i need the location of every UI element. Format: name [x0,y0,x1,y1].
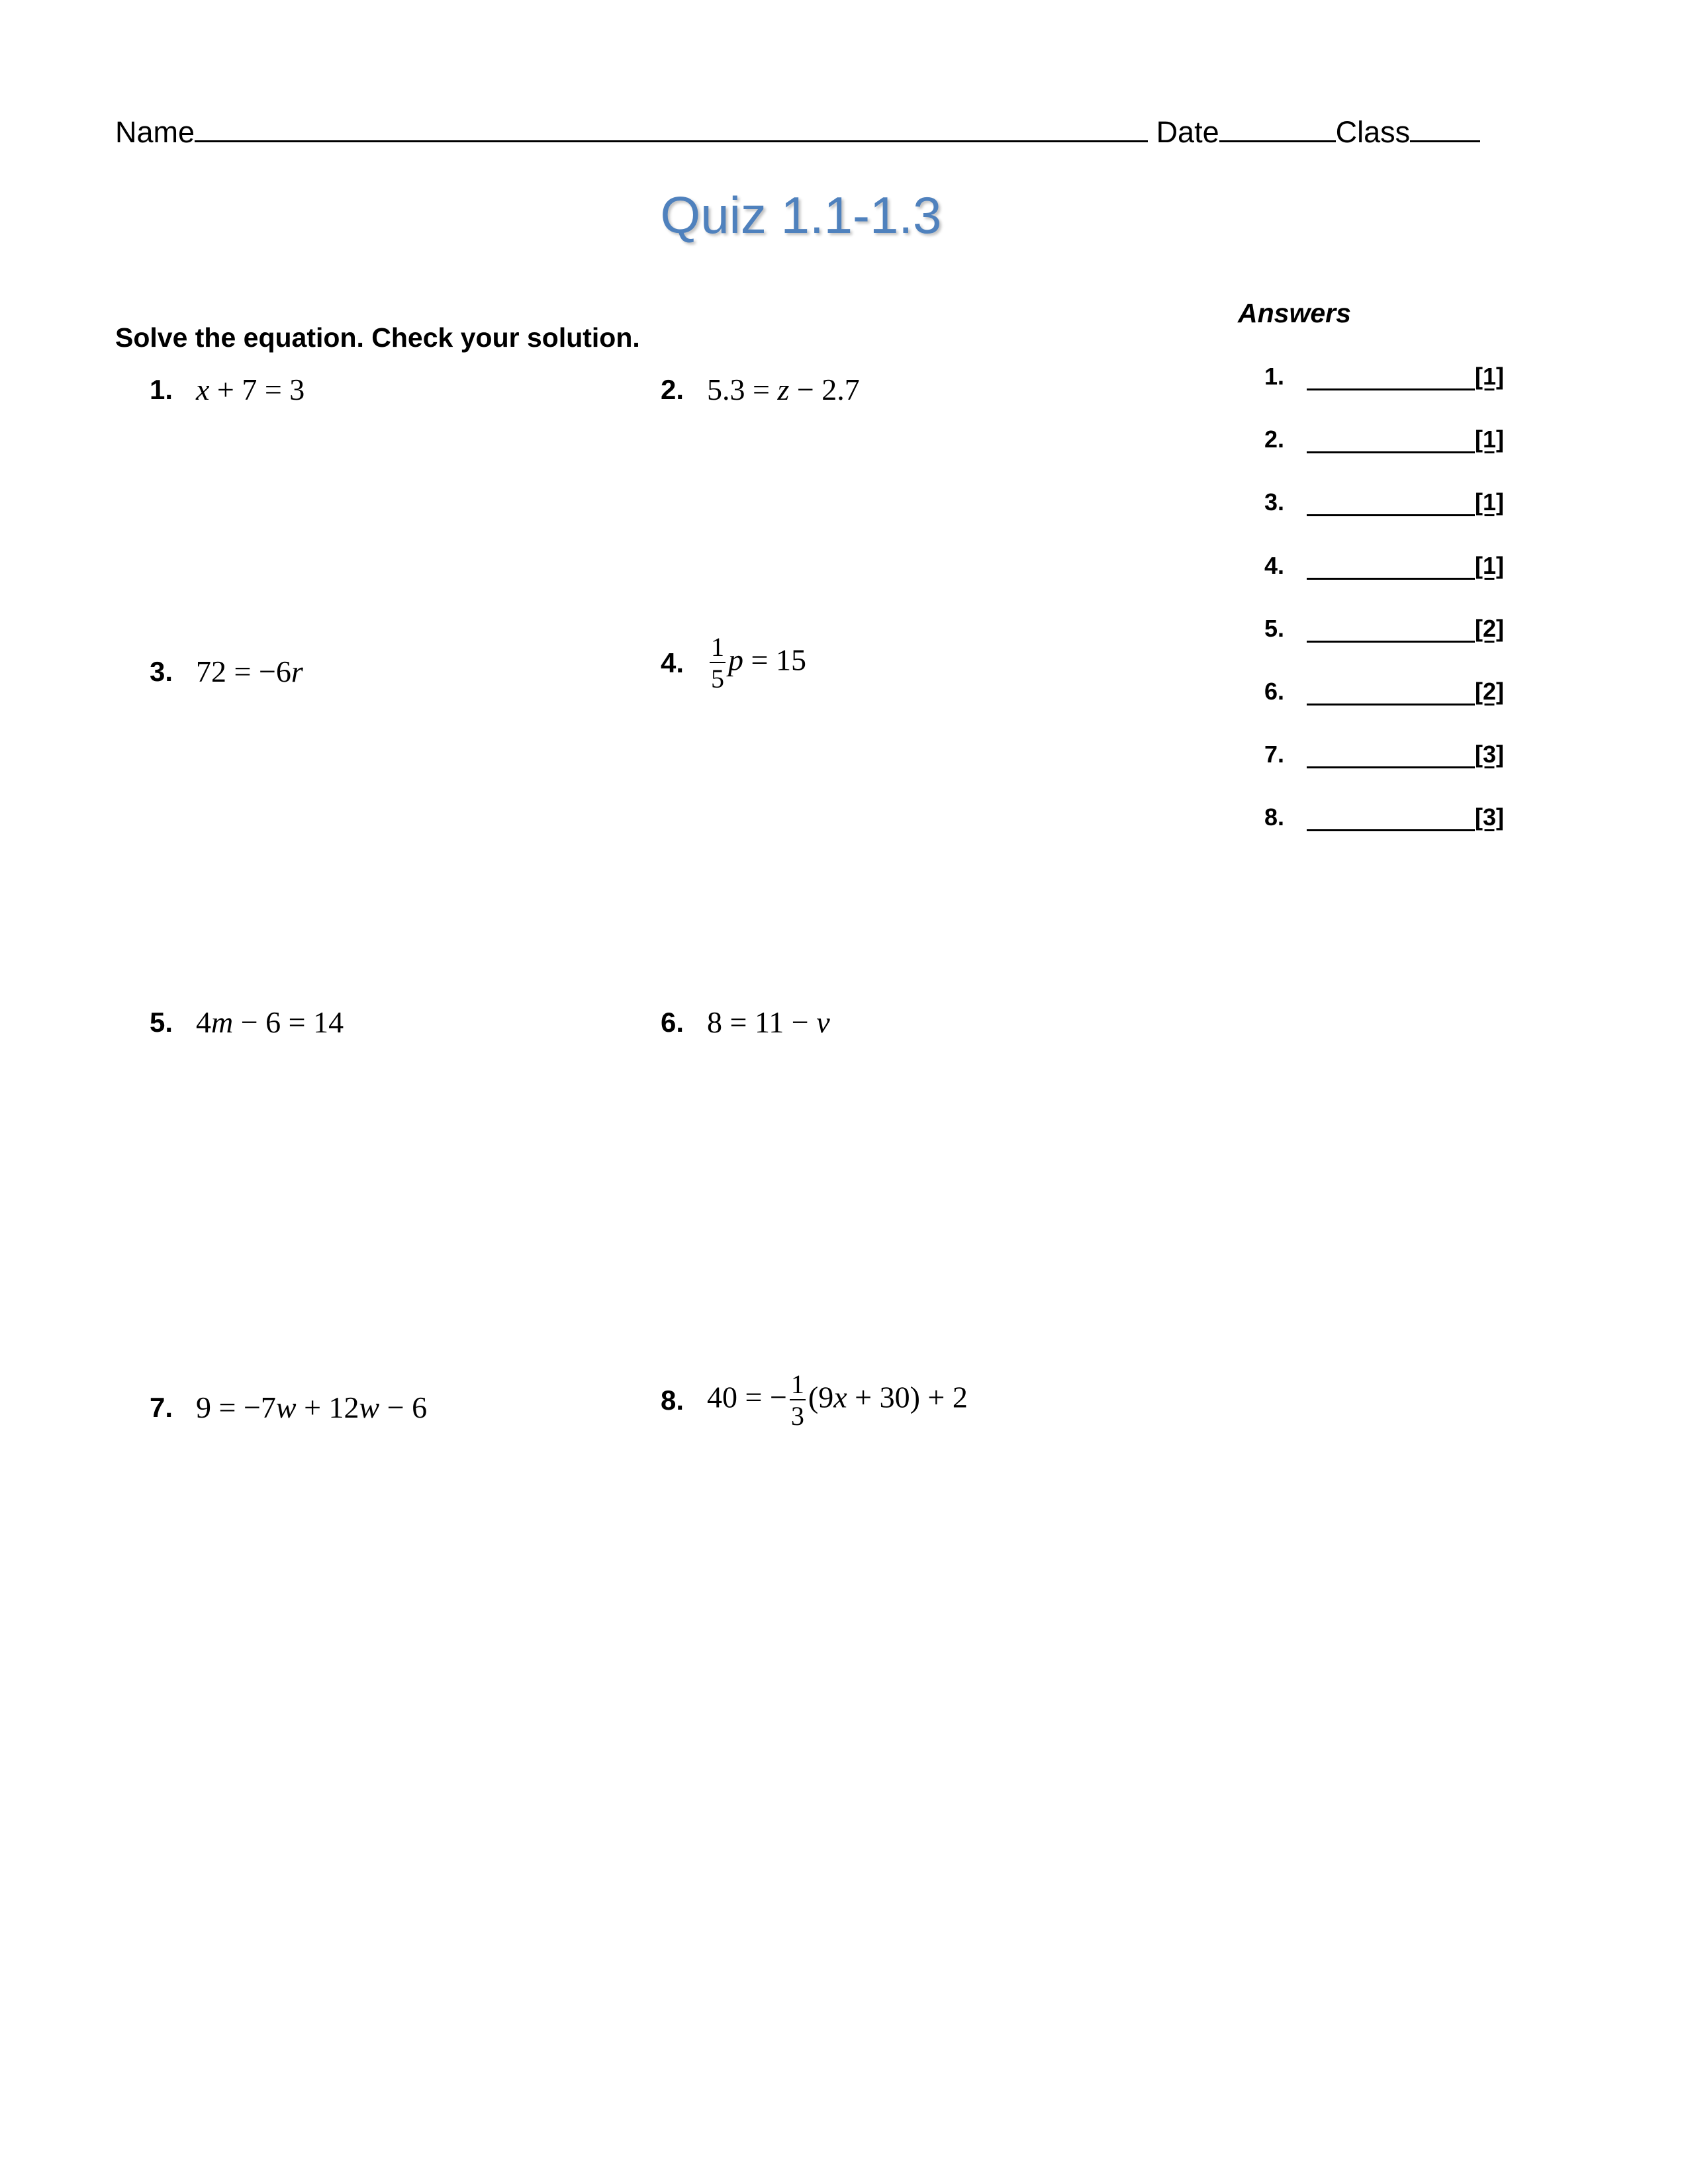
problem-number: 4. [661,647,684,678]
answer-blank[interactable] [1307,617,1475,643]
problem-8 [661,1371,968,1430]
answer-number: 3. [1264,488,1285,516]
answer-number: 5. [1264,615,1285,642]
equation: 9 = −7w + 12w − 6 [196,1390,428,1424]
answer-number: 4. [1264,552,1285,579]
answer-number: 1. [1264,363,1285,390]
problem-number: 2. [661,373,684,405]
answer-points: [3] [1475,803,1504,831]
problem-4 [661,634,806,692]
answer-row [1264,552,1504,580]
fraction: $\frac{1}{3}$ [790,1369,804,1431]
answer-points: [2] [1475,678,1504,705]
problem-number: 1. [150,373,173,405]
answer-blank[interactable] [1307,428,1475,453]
answer-row [1264,615,1504,643]
page-title: Quiz 1.1-1.3 [660,186,942,244]
answer-blank[interactable] [1307,365,1475,390]
problem-6 [661,1005,830,1040]
equation: $\frac{1}{5}$ p = 15 [711,632,806,694]
answer-row [1264,363,1504,390]
answer-number: 7. [1264,741,1285,768]
answer-number: 2. [1264,426,1285,453]
equation: 5.3 = z − 2.7 [707,373,860,406]
answer-points: [2] [1475,615,1504,642]
problem-number: 7. [150,1391,173,1423]
answer-blank[interactable] [1307,805,1475,831]
problem-1 [150,372,305,407]
class-field[interactable] [1410,114,1480,142]
problem-5 [150,1005,344,1040]
problem-7 [150,1390,427,1425]
instructions: Solve the equation. Check your solution. [115,322,640,353]
problem-number: 8. [661,1385,684,1416]
equation: 72 = −6r [196,655,303,688]
problem-number: 3. [150,655,173,687]
answer-blank[interactable] [1307,554,1475,580]
answer-row [1264,741,1504,768]
class-label: Class [1335,115,1411,149]
equation: 4m − 6 = 14 [196,1005,344,1039]
answer-points: [3] [1475,741,1504,768]
problem-3 [150,654,303,689]
answer-row [1264,426,1504,453]
date-label: Date [1156,115,1219,149]
answer-blank[interactable] [1307,490,1475,516]
answer-points: [1] [1475,363,1504,390]
problem-number: 6. [661,1006,684,1038]
answer-points: [1] [1475,552,1504,579]
equation: x + 7 = 3 [196,373,305,406]
problem-2 [661,372,860,407]
name-field[interactable] [195,114,1148,142]
answer-row [1264,803,1504,831]
answer-points: [1] [1475,488,1504,516]
fraction: $\frac{1}{5}$ [711,632,724,694]
answer-points: [1] [1475,426,1504,453]
date-field[interactable] [1219,114,1336,142]
equation: 8 = 11 − v [707,1005,830,1039]
answer-row [1264,488,1504,516]
name-label: Name [115,115,195,149]
answer-number: 6. [1264,678,1285,705]
problem-number: 5. [150,1006,173,1038]
answer-blank[interactable] [1307,680,1475,705]
answer-row [1264,678,1504,705]
equation: 40 = − $\frac{1}{3}$ (9x + 30) + 2 [707,1369,968,1431]
answer-blank[interactable] [1307,743,1475,768]
answer-number: 8. [1264,803,1285,831]
header-line [115,114,1480,150]
answers-heading: Answers [1238,298,1351,328]
